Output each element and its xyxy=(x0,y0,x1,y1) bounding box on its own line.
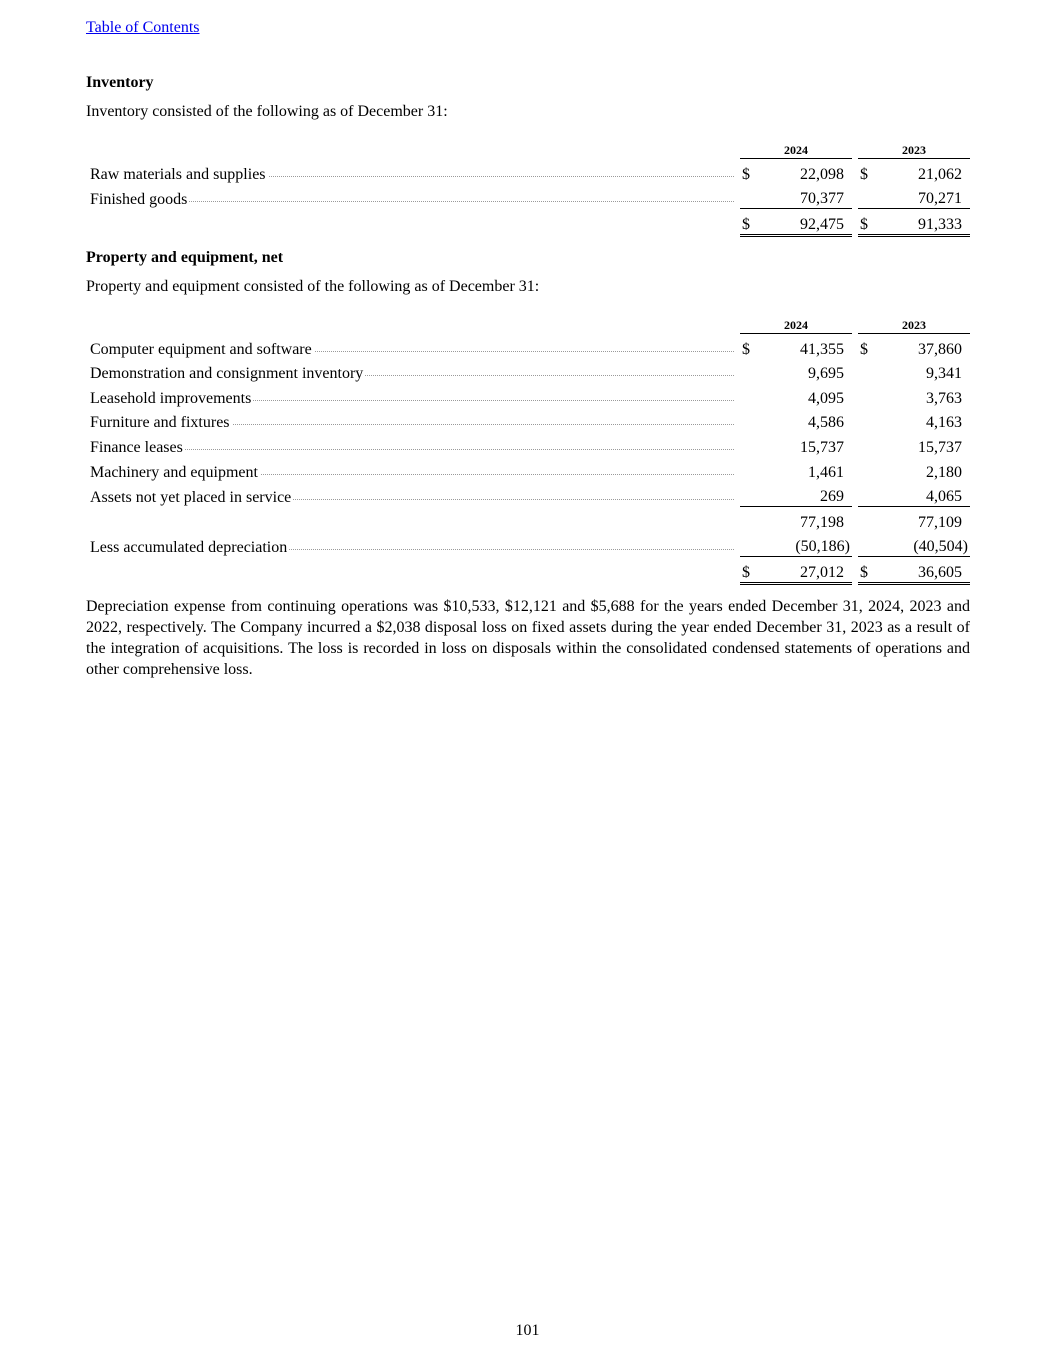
depreciation-paragraph: Depreciation expense from continuing operations was $10,533, $12,121 and $5,688 for the years ended December 31, 2024, 2023 and 2022, respectively. The Company incurred a $2,038 disposal loss on fixed assets during the year ended December 31, 2023 as a result of the integration of acquisitions. The loss is recorded in loss on disposals within the consolidated condensed statements of operations and other comprehensive loss. xyxy=(86,598,970,678)
total-2024: 92,475 xyxy=(754,209,852,236)
row-label: Finished goods xyxy=(86,184,736,209)
inventory-intro: Inventory consisted of the following as of December 31: xyxy=(86,103,448,120)
property-intro: Property and equipment consisted of the following as of December 31: xyxy=(86,278,540,295)
total-2024: 27,012 xyxy=(754,557,852,584)
row-label: Raw materials and supplies xyxy=(86,159,736,184)
currency-symbol: $ xyxy=(858,209,872,236)
value-2024: 15,737 xyxy=(800,439,844,457)
row-label: Computer equipment and software xyxy=(86,334,736,359)
inventory-table xyxy=(86,134,970,237)
table-row xyxy=(86,457,970,482)
value-2023: 2,180 xyxy=(926,463,962,481)
table-row xyxy=(86,159,970,184)
property-section xyxy=(86,249,970,585)
inventory-year-2024: 2024 xyxy=(740,134,852,159)
table-row xyxy=(86,482,970,507)
inventory-section xyxy=(86,74,970,237)
currency-symbol: $ xyxy=(860,340,868,358)
currency-symbol: $ xyxy=(742,340,750,358)
value-2023: 21,062 xyxy=(918,165,962,183)
currency-symbol: $ xyxy=(860,165,868,183)
property-header-row xyxy=(86,309,970,334)
inventory-heading: Inventory xyxy=(86,74,154,91)
page-number: 101 xyxy=(515,1322,540,1339)
value-2024: 4,095 xyxy=(808,389,844,407)
value-2023: 70,271 xyxy=(872,184,970,209)
table-row xyxy=(86,334,970,359)
total-2023: 36,605 xyxy=(872,557,970,584)
table-row xyxy=(86,359,970,384)
row-label: Leasehold improvements xyxy=(86,383,736,408)
property-total-row xyxy=(86,557,970,584)
table-row xyxy=(86,184,970,209)
property-year-2023: 2023 xyxy=(858,309,970,334)
table-row xyxy=(86,408,970,433)
value-2024: 4,586 xyxy=(808,414,844,432)
table-row xyxy=(86,383,970,408)
table-row xyxy=(86,432,970,457)
currency-symbol: $ xyxy=(740,557,754,584)
depreciation-2023: (40,504) xyxy=(872,532,970,557)
value-2023: 37,860 xyxy=(918,340,962,358)
subtotal-2023: 77,109 xyxy=(918,513,962,531)
depreciation-2024: (50,186) xyxy=(754,532,852,557)
depreciation-row xyxy=(86,532,970,557)
value-2023: 4,163 xyxy=(926,414,962,432)
row-label: Finance leases xyxy=(86,432,736,457)
currency-symbol: $ xyxy=(742,165,750,183)
value-2023: 4,065 xyxy=(872,482,970,507)
value-2023: 3,763 xyxy=(926,389,962,407)
value-2024: 41,355 xyxy=(800,340,844,358)
value-2024: 269 xyxy=(754,482,852,507)
row-label: Machinery and equipment xyxy=(86,457,736,482)
value-2023: 15,737 xyxy=(918,439,962,457)
row-label: Assets not yet placed in service xyxy=(86,482,736,507)
value-2023: 9,341 xyxy=(926,365,962,383)
table-of-contents-link[interactable]: Table of Contents xyxy=(86,19,200,36)
property-year-2024: 2024 xyxy=(740,309,852,334)
inventory-header-row xyxy=(86,134,970,159)
value-2024: 22,098 xyxy=(800,165,844,183)
inventory-year-2023: 2023 xyxy=(858,134,970,159)
total-2023: 91,333 xyxy=(872,209,970,236)
currency-symbol: $ xyxy=(858,557,872,584)
value-2024: 1,461 xyxy=(808,463,844,481)
currency-symbol: $ xyxy=(740,209,754,236)
property-table xyxy=(86,309,970,585)
inventory-total-row xyxy=(86,209,970,236)
row-label: Demonstration and consignment inventory xyxy=(86,359,736,384)
subtotal-2024: 77,198 xyxy=(800,513,844,531)
value-2024: 9,695 xyxy=(808,365,844,383)
value-2024: 70,377 xyxy=(754,184,852,209)
subtotal-row xyxy=(86,507,970,532)
row-label: Furniture and fixtures xyxy=(86,408,736,433)
row-label: Less accumulated depreciation xyxy=(86,532,736,557)
property-heading: Property and equipment, net xyxy=(86,249,284,266)
